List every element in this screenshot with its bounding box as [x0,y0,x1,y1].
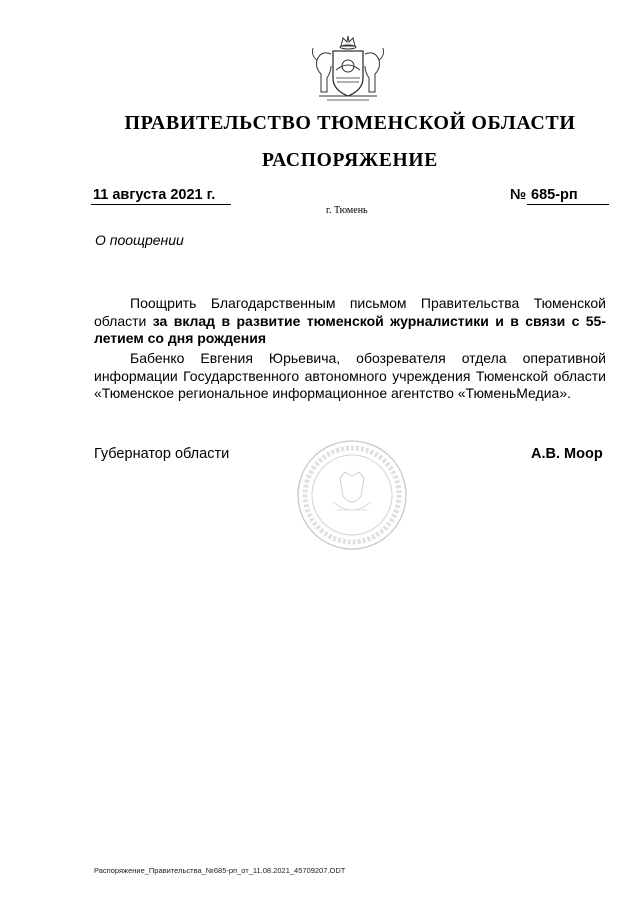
government-title: ПРАВИТЕЛЬСТВО ТЮМЕНСКОЙ ОБЛАСТИ [124,112,576,134]
signatory-position: Губернатор области [94,446,230,462]
document-type: РАСПОРЯЖЕНИЕ [262,150,438,171]
footer-filename: Распоряжение_Правительства_№685-рп_от_11.08.2021_45709207.ODT [94,866,346,875]
coat-of-arms-icon [303,34,393,106]
signatory-name: А.В. Моор [531,446,603,462]
paragraph-1-lead: Поощрить Благодарственным письмом Правительства Тюменской области [94,295,606,329]
paragraph-1-bold: за вклад в развитие тюменской журналистики и в связи с 55-летием со дня рождения [94,312,606,346]
body-paragraph-2 [94,350,606,403]
city: г. Тюмень [326,205,368,216]
body-paragraph-1 [94,295,606,348]
document-number: 685-рп [527,187,609,205]
document-subject: О поощрении [95,232,184,248]
paragraph-2-text: Бабенко Евгения Юрьевича, обозревателя отдела оперативной информации Государственного автономного учреждения Тюменской области «Тюменское региональное информационное агентство «ТюменьМедиа». [94,350,606,401]
number-sign: № [510,187,527,203]
official-stamp-icon [295,438,410,553]
document-date: 11 августа 2021 г. [91,187,231,205]
